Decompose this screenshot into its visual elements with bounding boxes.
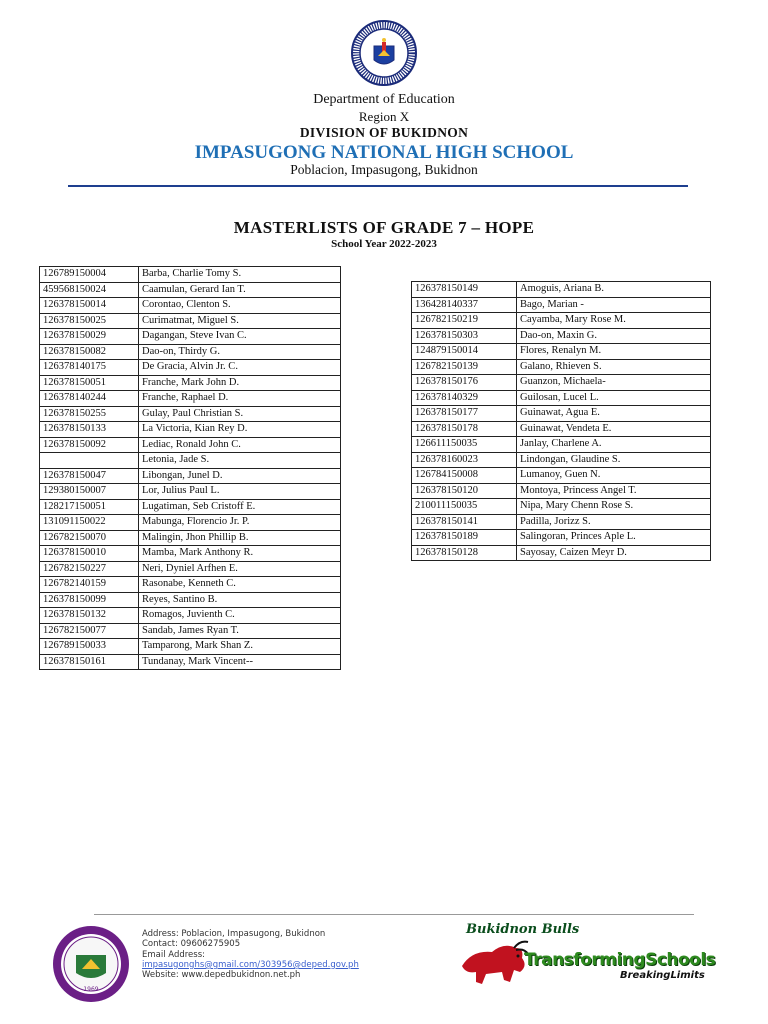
student-name: Janlay, Charlene A. xyxy=(517,437,711,453)
table-row xyxy=(412,375,711,391)
student-name: Lor, Julius Paul L. xyxy=(139,484,341,500)
student-lrn: 126378140329 xyxy=(412,390,517,406)
student-lrn: 126378150177 xyxy=(412,406,517,422)
student-name: Neri, Dyniel Arfhen E. xyxy=(139,561,341,577)
student-lrn: 126782150139 xyxy=(412,359,517,375)
student-name: Bago, Marian - xyxy=(517,297,711,313)
brand-main-text: TransformingSchools xyxy=(524,950,716,970)
brand-sub-text: BreakingLimits xyxy=(620,970,705,981)
student-name: Romagos, Juvienth C. xyxy=(139,608,341,624)
school-year: School Year 2022-2023 xyxy=(331,238,437,250)
table-row xyxy=(412,499,711,515)
student-name: Dao-on, Maxin G. xyxy=(517,328,711,344)
student-name: Franche, Mark John D. xyxy=(139,375,341,391)
student-lrn: 126378150255 xyxy=(40,406,139,422)
student-name: Guinawat, Vendeta E. xyxy=(517,421,711,437)
student-lrn: 126378150082 xyxy=(40,344,139,360)
student-lrn: 126378150010 xyxy=(40,546,139,562)
footer-address: Address: Poblacion, Impasugong, Bukidnon xyxy=(142,929,326,939)
student-name: Sandab, James Ryan T. xyxy=(139,623,341,639)
table-row xyxy=(40,577,341,593)
department-name: Department of Education xyxy=(313,92,455,107)
table-row xyxy=(412,282,711,298)
table-row xyxy=(40,468,341,484)
student-name: Amoguis, Ariana B. xyxy=(517,282,711,298)
student-lrn: 126782150227 xyxy=(40,561,139,577)
student-name: Letonia, Jade S. xyxy=(139,453,341,469)
student-name: Rasonabe, Kenneth C. xyxy=(139,577,341,593)
student-lrn: 126378150176 xyxy=(412,375,517,391)
table-row xyxy=(40,267,341,283)
student-name: Dao-on, Thirdy G. xyxy=(139,344,341,360)
student-lrn: 129380150007 xyxy=(40,484,139,500)
student-name: Libongan, Junel D. xyxy=(139,468,341,484)
student-name: Malingin, Jhon Phillip B. xyxy=(139,530,341,546)
table-row xyxy=(40,453,341,469)
footer-email-label: Email Address: xyxy=(142,949,205,960)
table-row xyxy=(40,639,341,655)
student-table-left xyxy=(39,266,341,670)
table-row xyxy=(40,623,341,639)
student-name: Dagangan, Steve Ivan C. xyxy=(139,329,341,345)
school-logo-year: 1969 xyxy=(83,986,99,993)
student-lrn: 210011150035 xyxy=(412,499,517,515)
table-row xyxy=(40,360,341,376)
student-name: Lindongan, Glaudine S. xyxy=(517,452,711,468)
brand-logo xyxy=(458,918,720,998)
table-row xyxy=(40,344,341,360)
region-name: Region X xyxy=(358,109,410,124)
table-row xyxy=(412,390,711,406)
footer-divider xyxy=(94,914,694,915)
student-lrn: 126378150099 xyxy=(40,592,139,608)
table-row xyxy=(40,298,341,314)
deped-seal-logo xyxy=(351,20,417,86)
student-lrn: 126782140159 xyxy=(40,577,139,593)
student-lrn: 126378150025 xyxy=(40,313,139,329)
table-row xyxy=(412,313,711,329)
school-address: Poblacion, Impasugong, Bukidnon xyxy=(290,162,478,177)
student-lrn: 126611150035 xyxy=(412,437,517,453)
table-row xyxy=(40,391,341,407)
student-lrn: 126378150092 xyxy=(40,437,139,453)
student-lrn: 126378150161 xyxy=(40,654,139,670)
student-name: De Gracia, Alvin Jr. C. xyxy=(139,360,341,376)
brand-top-text: Bukidnon Bulls xyxy=(466,922,580,937)
table-row xyxy=(412,297,711,313)
table-row xyxy=(40,530,341,546)
student-lrn: 126378150133 xyxy=(40,422,139,438)
student-lrn: 126784150008 xyxy=(412,468,517,484)
student-lrn: 459568150024 xyxy=(40,282,139,298)
student-name: Franche, Raphael D. xyxy=(139,391,341,407)
student-lrn: 126378150029 xyxy=(40,329,139,345)
table-row xyxy=(40,484,341,500)
student-lrn: 126378150149 xyxy=(412,282,517,298)
student-name: Mamba, Mark Anthony R. xyxy=(139,546,341,562)
table-row xyxy=(412,437,711,453)
student-table-right xyxy=(411,281,711,561)
table-row xyxy=(40,546,341,562)
student-lrn: 126378150014 xyxy=(40,298,139,314)
table-row xyxy=(412,452,711,468)
student-name: Cayamba, Mary Rose M. xyxy=(517,313,711,329)
footer-contact: Contact: 09606275905 xyxy=(142,939,241,950)
student-lrn: 126378150051 xyxy=(40,375,139,391)
student-name: Tamparong, Mark Shan Z. xyxy=(139,639,341,655)
student-lrn: 126782150070 xyxy=(40,530,139,546)
table-row xyxy=(40,654,341,670)
student-name: Tundanay, Mark Vincent-- xyxy=(139,654,341,670)
student-name: Gulay, Paul Christian S. xyxy=(139,406,341,422)
division-name: DIVISION OF BUKIDNON xyxy=(299,125,469,140)
table-row xyxy=(412,483,711,499)
student-lrn xyxy=(40,453,139,469)
table-row xyxy=(40,561,341,577)
student-lrn: 124879150014 xyxy=(412,344,517,360)
table-row xyxy=(412,421,711,437)
student-name: Caamulan, Gerard Ian T. xyxy=(139,282,341,298)
table-row xyxy=(412,530,711,546)
page-title: MASTERLISTS OF GRADE 7 – HOPE xyxy=(233,218,535,237)
table-row xyxy=(412,406,711,422)
student-lrn: 131091150022 xyxy=(40,515,139,531)
header-divider xyxy=(68,185,688,187)
student-lrn: 126378140175 xyxy=(40,360,139,376)
student-lrn: 136428140337 xyxy=(412,297,517,313)
student-lrn: 126789150033 xyxy=(40,639,139,655)
table-row xyxy=(412,344,711,360)
table-row xyxy=(412,545,711,561)
student-name: Guinawat, Agua E. xyxy=(517,406,711,422)
table-row xyxy=(40,282,341,298)
table-row xyxy=(40,592,341,608)
table-row xyxy=(40,515,341,531)
student-name: Padilla, Jorizz S. xyxy=(517,514,711,530)
table-row xyxy=(412,328,711,344)
student-lrn: 126789150004 xyxy=(40,267,139,283)
table-row xyxy=(412,468,711,484)
student-lrn: 126378160023 xyxy=(412,452,517,468)
student-name: Guilosan, Lucel L. xyxy=(517,390,711,406)
table-row xyxy=(40,329,341,345)
student-name: Flores, Renalyn M. xyxy=(517,344,711,360)
student-lrn: 126378150303 xyxy=(412,328,517,344)
student-name: Mabunga, Florencio Jr. P. xyxy=(139,515,341,531)
student-name: Lediac, Ronald John C. xyxy=(139,437,341,453)
student-name: Lumanoy, Guen N. xyxy=(517,468,711,484)
table-row xyxy=(40,608,341,624)
student-lrn: 126378150141 xyxy=(412,514,517,530)
student-lrn: 126378150132 xyxy=(40,608,139,624)
table-row xyxy=(40,422,341,438)
student-lrn: 126378150128 xyxy=(412,545,517,561)
student-name: Salingoran, Princes Aple L. xyxy=(517,530,711,546)
student-lrn: 128217150051 xyxy=(40,499,139,515)
student-name: Reyes, Santino B. xyxy=(139,592,341,608)
table-row xyxy=(40,437,341,453)
school-name: IMPASUGONG NATIONAL HIGH SCHOOL xyxy=(194,142,574,163)
student-lrn: 126378140244 xyxy=(40,391,139,407)
table-row xyxy=(40,499,341,515)
student-lrn: 126378150178 xyxy=(412,421,517,437)
footer-contact-block xyxy=(142,929,359,980)
student-name: Sayosay, Caizen Meyr D. xyxy=(517,545,711,561)
student-lrn: 126782150219 xyxy=(412,313,517,329)
student-lrn: 126378150120 xyxy=(412,483,517,499)
student-lrn: 126782150077 xyxy=(40,623,139,639)
table-row xyxy=(412,514,711,530)
student-name: Barba, Charlie Tomy S. xyxy=(139,267,341,283)
student-name: Montoya, Princess Angel T. xyxy=(517,483,711,499)
student-name: Curimatmat, Miguel S. xyxy=(139,313,341,329)
student-name: Galano, Rhieven S. xyxy=(517,359,711,375)
student-name: La Victoria, Kian Rey D. xyxy=(139,422,341,438)
table-row xyxy=(40,313,341,329)
student-lrn: 126378150047 xyxy=(40,468,139,484)
table-row xyxy=(40,406,341,422)
student-name: Corontao, Clenton S. xyxy=(139,298,341,314)
student-name: Guanzon, Michaela- xyxy=(517,375,711,391)
school-logo-icon xyxy=(52,925,130,1003)
table-row xyxy=(40,375,341,391)
table-row xyxy=(412,359,711,375)
student-lrn: 126378150189 xyxy=(412,530,517,546)
footer-website[interactable]: Website: www.depedbukidnon.net.ph xyxy=(142,970,301,981)
footer-email-link[interactable]: impasugonghs@gmail.com/303956@deped.gov.ph xyxy=(142,959,359,970)
student-name: Nipa, Mary Chenn Rose S. xyxy=(517,499,711,515)
student-name: Lugatiman, Seb Cristoff E. xyxy=(139,499,341,515)
